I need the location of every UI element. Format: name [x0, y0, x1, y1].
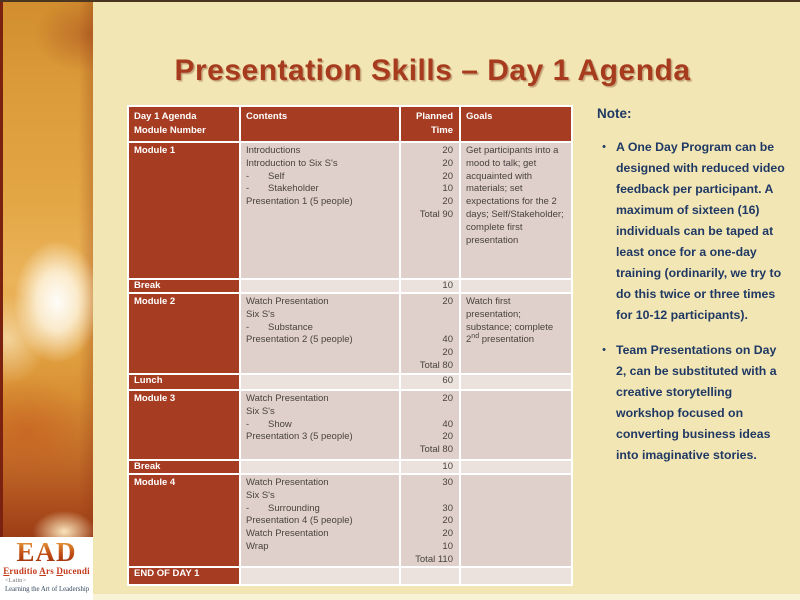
agenda-table: [127, 105, 573, 586]
ead-logo: [0, 537, 93, 600]
lightbulb-photo: [0, 2, 93, 537]
contents-cell: [241, 461, 399, 473]
header-cell: Contents: [241, 107, 399, 141]
module-cell: Break: [129, 461, 239, 473]
module-cell: Break: [129, 280, 239, 292]
logo-latin-tag: <Latin>: [5, 577, 27, 584]
goals-cell: [461, 568, 571, 584]
contents-cell: [241, 280, 399, 292]
table-row: [129, 294, 571, 373]
table-header-row: [129, 107, 571, 141]
time-cell: 30 30 20 20 10 Total 110: [401, 475, 459, 566]
module-cell: Module 2: [129, 294, 239, 373]
note-heading: Note:: [597, 106, 632, 121]
time-cell: 20 40 20 Total 80: [401, 391, 459, 459]
note-bullet-text: A One Day Program can be designed with reduced video feedback per participant. A maximum of sixteen (16) individuals can be taped at least once for a one-day training (ordinarily, we try to do this twice or three times for 10-12 participants).: [616, 140, 785, 322]
contents-cell: Introductions Introduction to Six S's - Self - Stakeholder Presentation 1 (5 people): [241, 143, 399, 278]
module-cell: Lunch: [129, 375, 239, 389]
time-cell: 10: [401, 280, 459, 292]
contents-cell: Watch Presentation Six S's - Substance Presentation 2 (5 people): [241, 294, 399, 373]
module-cell: Module 1: [129, 143, 239, 278]
time-cell: [401, 568, 459, 584]
table-row: [129, 143, 571, 278]
contents-cell: [241, 568, 399, 584]
logo-name: Eruditio Ars Ducendi: [3, 566, 90, 576]
goals-cell: Get participants into a mood to talk; get acquainted with materials; set expectations for the 2 days; Self/Stakeholder; complete first presentation: [461, 143, 571, 278]
module-cell: Module 4: [129, 475, 239, 566]
module-cell: END OF DAY 1: [129, 568, 239, 584]
note-bullet-item: [592, 137, 792, 326]
header-cell: Day 1 Agenda Module Number: [129, 107, 239, 141]
slide-bottom-edge: [93, 594, 800, 600]
time-cell: 10: [401, 461, 459, 473]
note-bullet-list: [592, 137, 792, 466]
table-row: [129, 375, 571, 389]
note-bullet-text: Team Presentations on Day 2, can be substituted with a creative storytelling workshop focused on converting business ideas into imaginative stories.: [616, 343, 777, 462]
logo-tagline: Learning the Art of Leadership: [5, 586, 90, 593]
goals-cell: [461, 461, 571, 473]
contents-cell: Watch Presentation Six S's - Surrounding Presentation 4 (5 people) Watch Presentation Wrap: [241, 475, 399, 566]
table-row: [129, 475, 571, 566]
header-cell: Goals: [461, 107, 571, 141]
table-row: [129, 461, 571, 473]
time-cell: 20 40 20 Total 80: [401, 294, 459, 373]
note-bullet-item: [592, 340, 792, 466]
logo-acronym: EAD: [0, 538, 93, 566]
header-cell: Planned Time: [401, 107, 459, 141]
time-cell: 60: [401, 375, 459, 389]
bullet-icon: •: [602, 141, 606, 153]
slide-title: Presentation Skills – Day 1 Agenda: [174, 54, 691, 87]
note-panel: [592, 104, 792, 480]
goals-cell: Watch first presentation; substance; complete 2nd presentation: [461, 294, 571, 373]
goals-cell: [461, 475, 571, 566]
table-row: [129, 280, 571, 292]
goals-cell: [461, 375, 571, 389]
table-row: [129, 391, 571, 459]
goals-cell: [461, 280, 571, 292]
contents-cell: [241, 375, 399, 389]
contents-cell: Watch Presentation Six S's - Show Presentation 3 (5 people): [241, 391, 399, 459]
bullet-icon: •: [602, 344, 606, 356]
time-cell: 20 20 20 10 20 Total 90: [401, 143, 459, 278]
module-cell: Module 3: [129, 391, 239, 459]
table-row: [129, 568, 571, 584]
goals-cell: [461, 391, 571, 459]
